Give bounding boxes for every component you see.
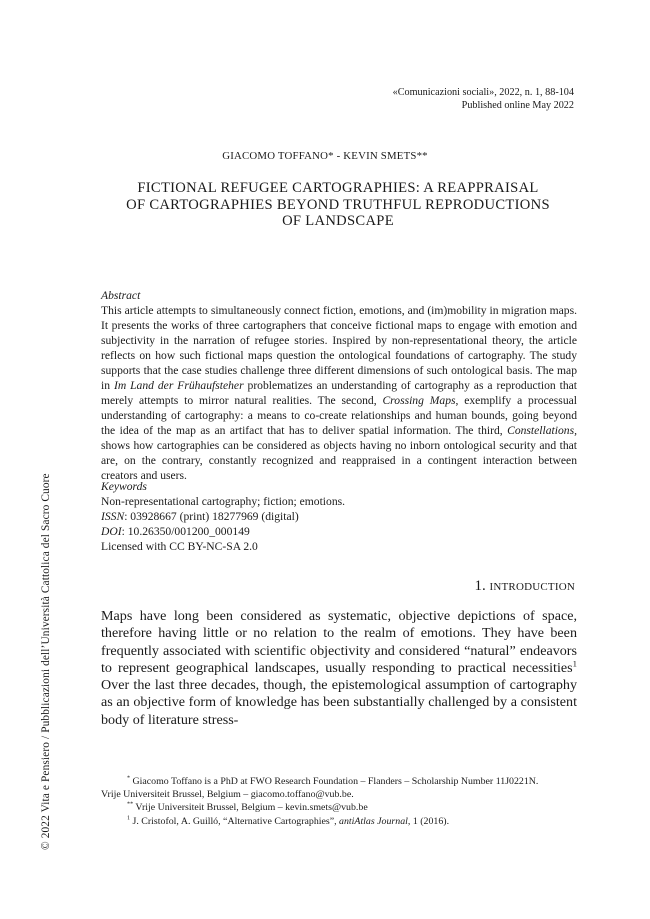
- abstract-heading: Abstract: [101, 289, 141, 302]
- section-heading: [474, 578, 575, 595]
- issn-label: ISSN: [101, 510, 125, 523]
- publication-date: Published online May 2022: [461, 100, 574, 111]
- abstract-map-title-1: Im Land der Frühaufsteher: [113, 379, 244, 392]
- journal-citation: «Comunicazioni sociali», 2022, n. 1, 88-104: [392, 87, 574, 98]
- footnote-mark-1: 1: [127, 815, 131, 822]
- title-line-3: OF LANDSCAPE: [282, 213, 394, 229]
- footnotes: [101, 775, 581, 828]
- abstract-text-part-2: problematizes an understanding of cartography as a reproduction that merely attempts to mirror natural realities. The second,: [101, 379, 577, 407]
- article-title: [100, 180, 576, 230]
- footnote-author-2: [101, 801, 581, 814]
- keywords-list: Non-representational cartography; fiction; emotions.: [101, 495, 346, 508]
- footnote-1-end: , 1 (2016).: [407, 815, 450, 827]
- copyright-side-text: © 2022 Vita e Pensiero / Pubblicazioni dell’Università Cattolica del Sacro Cuore: [40, 473, 52, 850]
- footnote-1: [101, 815, 581, 828]
- doi-label: DOI: [101, 525, 122, 538]
- title-line-1: FICTIONAL REFUGEE CARTOGRAPHIES: A REAPPRAISAL: [137, 180, 539, 196]
- footnote-author-1-text: Giacomo Toffano is a PhD at FWO Research Foundation – Flanders – Scholarship Number 11J0221N.: [130, 776, 539, 787]
- section-title: INTRODUCTION: [489, 581, 575, 593]
- footnote-mark-author-1: *: [127, 775, 131, 782]
- doi-value: : 10.26350/001200_000149: [121, 525, 250, 538]
- footnote-author-2-text: Vrije Universiteit Brussel, Belgium – kevin.smets@vub.be: [133, 802, 368, 814]
- footnote-author-1: [101, 775, 581, 788]
- abstract-text: [101, 303, 577, 483]
- footnote-1-text: J. Cristofol, A. Guilló, “Alternative Cartographies”,: [130, 815, 340, 827]
- abstract-section: [101, 288, 577, 483]
- introduction-paragraph: [101, 608, 577, 729]
- keywords-heading: Keywords: [101, 480, 147, 493]
- section-number: 1.: [474, 578, 490, 594]
- title-line-2: OF CARTOGRAPHIES BEYOND TRUTHFUL REPRODUCTIONS: [126, 196, 550, 213]
- footnote-1-journal: antiAtlas Journal: [339, 815, 408, 827]
- abstract-text-part-3: , exemplify a processual understanding of cartography: a means to co-create relationships and human bounds, going beyond the idea of the map as an artifact that has to deliver spatial information. The third,: [101, 394, 577, 437]
- abstract-map-title-3: Constellations,: [507, 424, 577, 437]
- license-line: Licensed with CC BY-NC-SA 2.0: [101, 540, 258, 553]
- abstract-map-title-2: Crossing Maps: [382, 394, 456, 407]
- author-names: GIACOMO TOFFANO* - KEVIN SMETS**: [222, 150, 428, 162]
- keywords-section: [101, 479, 577, 554]
- footnote-author-1-cont: Vrije Universiteit Brussel, Belgium – giacomo.toffano@vub.be.: [101, 789, 354, 801]
- footnote-mark-author-2: **: [127, 802, 134, 809]
- abstract-text-part-4: shows how cartographies can be considered as objects having no inborn ontological security and that are, on the contrary, constantly recognized and reappraised in a contingent interaction between creators and users.: [101, 439, 577, 482]
- intro-text-part-2: Over the last three decades, though, the epistemological assumption of cartography as an objective form of knowledge has been substantially challenged by a consistent body of literature stress-: [101, 677, 577, 728]
- issn-line: [101, 509, 577, 524]
- journal-header: [393, 86, 574, 112]
- doi-line: [101, 524, 577, 539]
- intro-text-part-1: Maps have long been considered as systematic, objective depictions of space, therefore having little or no relation to the realm of emotions. They have been frequently associated with scientific objectivity and considered “natural” endeavors to represent geographical landscapes, usually responding to practical necessities: [101, 608, 577, 676]
- abstract-text-part-1: This article attempts to simultaneously connect fiction, emotions, and (im)mobility in migration maps. It presents the works of three cartographers that conceive fictional maps to engage with emotion and subjectivity in the narration of refugee stories. Inspired by non-representational theory, the article reflects on how such fictional maps question the ontological foundations of cartography. The study supports that the case studies challenge three different dimensions of such ontological basis. The map in: [101, 304, 577, 392]
- issn-value: : 03928667 (print) 18277969 (digital): [124, 510, 299, 523]
- footnote-ref-1[interactable]: 1: [572, 658, 577, 669]
